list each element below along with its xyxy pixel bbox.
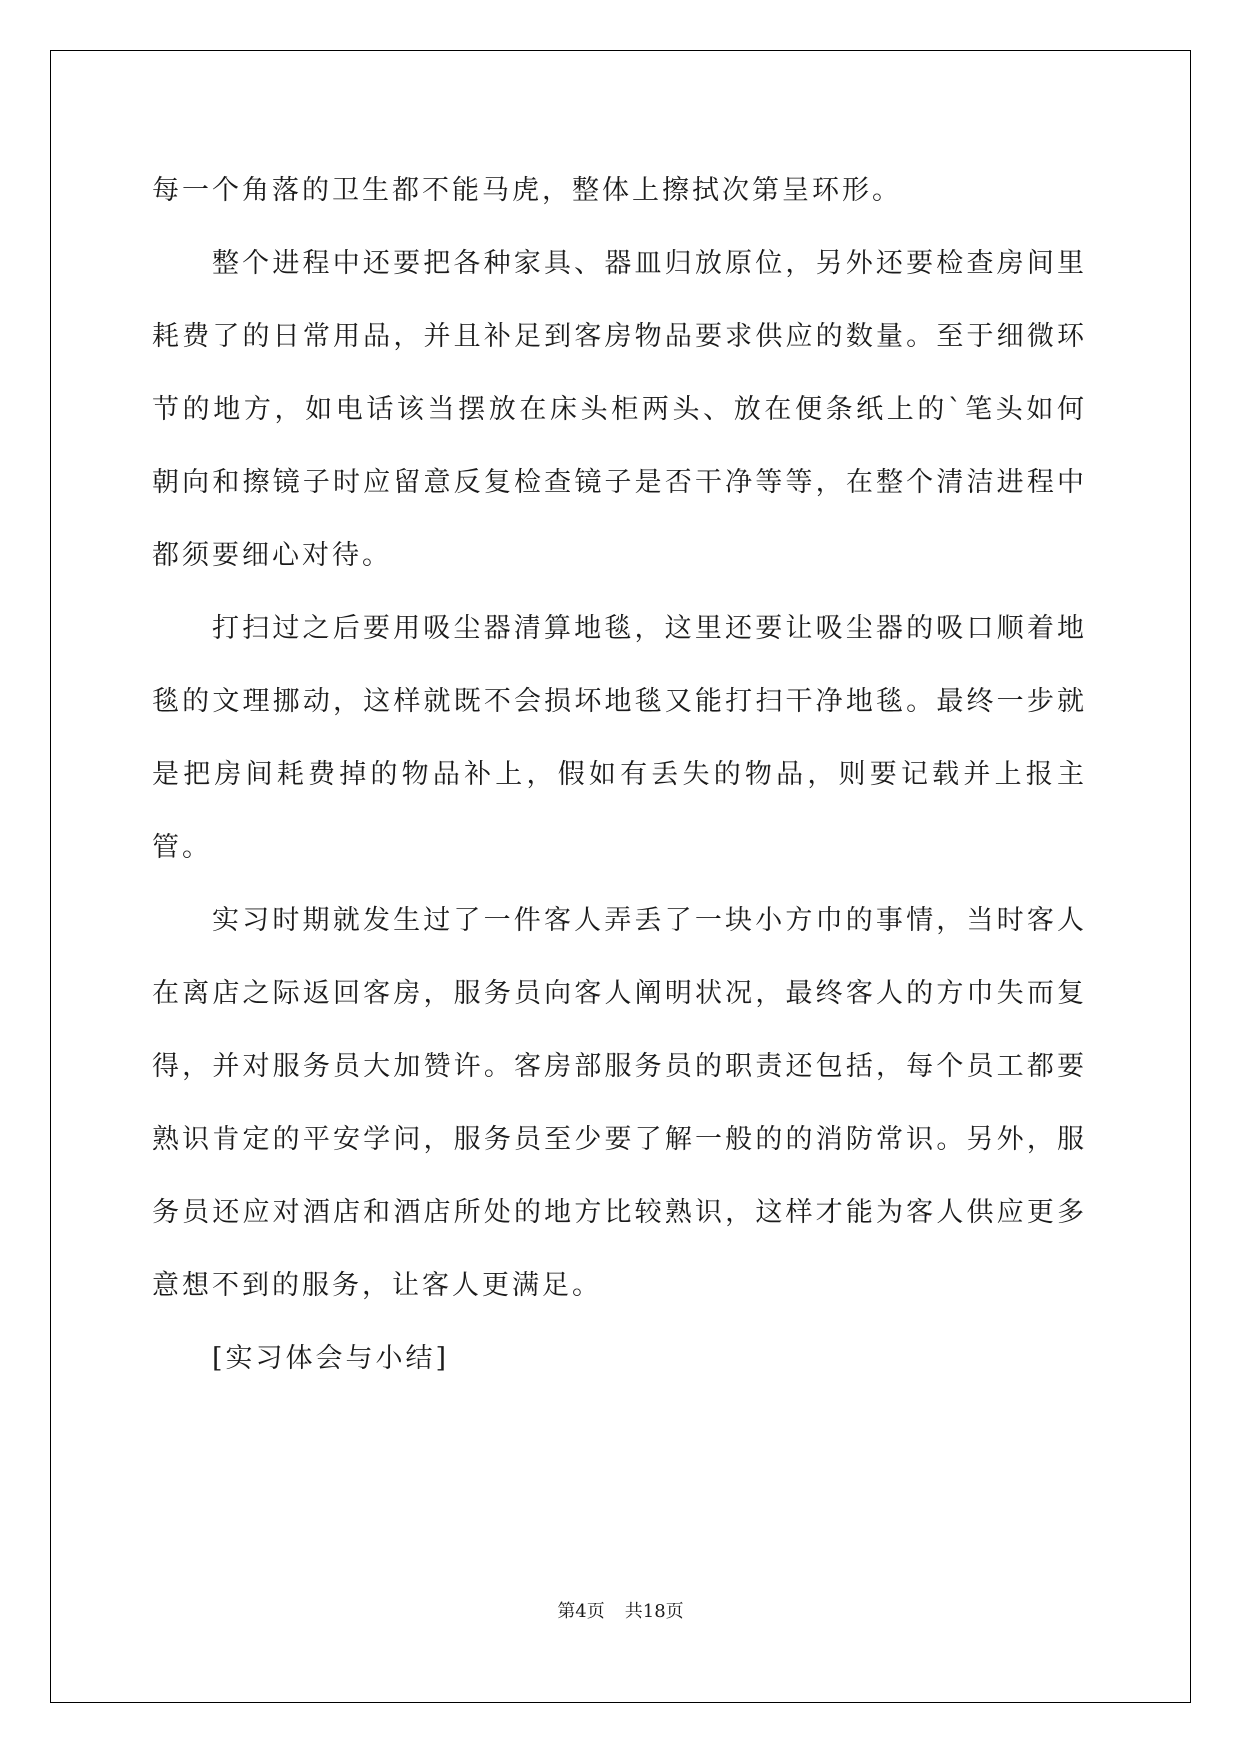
total-pages: 共18页 [624,1601,684,1622]
page-footer [0,1597,1241,1623]
page-number: 第4页 [557,1601,605,1622]
document-body [152,154,1087,1395]
paragraph: 打扫过之后要用吸尘器清算地毯，这里还要让吸尘器的吸口顺着地毯的文理挪动，这样就既不会损坏地毯又能打扫干净地毯。最终一步就是把房间耗费掉的物品补上，假如有丢失的物品，则要记载并上报主管。 [152,613,1087,863]
paragraph: 实习时期就发生过了一件客人弄丢了一块小方巾的事情，当时客人在离店之际返回客房，服务员向客人阐明状况，最终客人的方巾失而复得，并对服务员大加赞许。客房部服务员的职责还包括，每个员工都要熟识肯定的平安学问，服务员至少要了解一般的的消防常识。另外，服务员还应对酒店和酒店所处的地方比较熟识，这样才能为客人供应更多意想不到的服务，让客人更满足。 [152,905,1087,1301]
section-heading: [实习体会与小结] [212,1343,450,1374]
paragraph: 整个进程中还要把各种家具、器皿归放原位，另外还要检查房间里耗费了的日常用品，并且补足到客房物品要求供应的数量。至于细微环节的地方，如电话该当摆放在床头柜两头、放在便条纸上的`笔头如何朝向和擦镜子时应留意反复检查镜子是否干净等等，在整个清洁进程中都须要细心对待。 [152,248,1087,571]
paragraph-continued: 每一个角落的卫生都不能马虎，整体上擦拭次第呈环形。 [152,175,902,206]
